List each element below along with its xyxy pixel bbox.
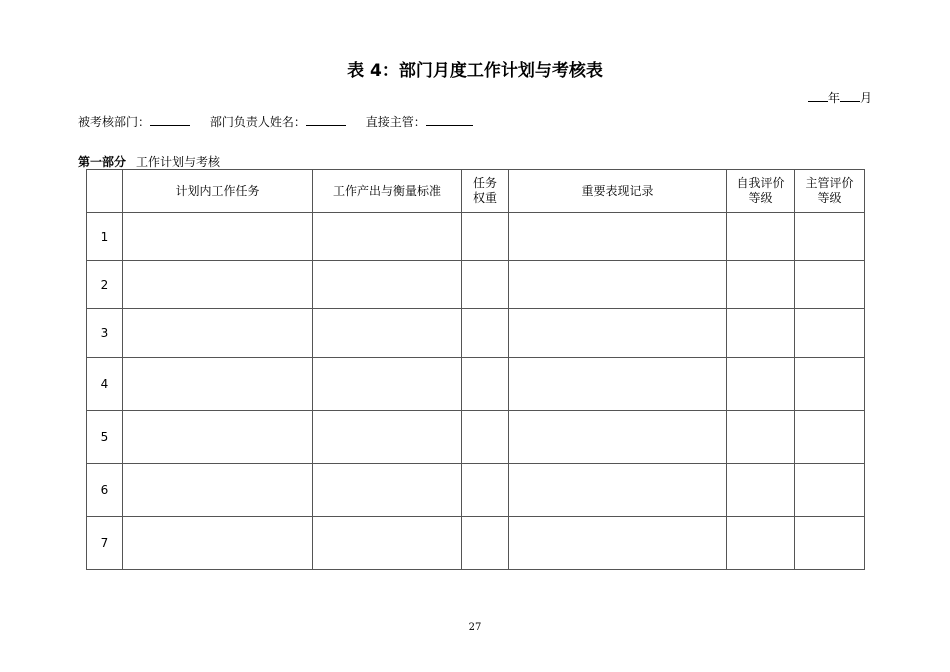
header-sup-line2: 等级: [817, 191, 842, 205]
table-row: [87, 517, 865, 570]
cell-record[interactable]: [509, 309, 727, 358]
cell-supervisor-rating[interactable]: [795, 517, 865, 570]
page-title: 表 4：部门月度工作计划与考核表: [347, 61, 603, 81]
cell-task[interactable]: [123, 261, 313, 309]
plan-table: [86, 169, 865, 570]
cell-weight[interactable]: [462, 261, 509, 309]
cell-task[interactable]: [123, 358, 313, 411]
cell-weight[interactable]: [462, 517, 509, 570]
table-header-row: [87, 170, 865, 213]
cell-output[interactable]: [313, 213, 462, 261]
row-number: 6: [87, 464, 123, 517]
cell-weight[interactable]: [462, 213, 509, 261]
header-self-line2: 等级: [748, 191, 773, 205]
manager-field: [210, 113, 346, 130]
header-blank: [87, 170, 123, 213]
cell-supervisor-rating[interactable]: [795, 309, 865, 358]
cell-output[interactable]: [313, 464, 462, 517]
header-fields: [78, 113, 489, 130]
header-record: 重要表现记录: [509, 170, 727, 213]
supervisor-label: 直接主管：: [365, 115, 426, 129]
row-number: 3: [87, 309, 123, 358]
cell-supervisor-rating[interactable]: [795, 213, 865, 261]
header-supervisor-rating: [795, 170, 865, 213]
table-row: [87, 358, 865, 411]
month-label: 月: [859, 91, 872, 105]
cell-self-rating[interactable]: [727, 517, 795, 570]
manager-blank[interactable]: [306, 113, 346, 126]
page-number: 27: [468, 622, 482, 633]
cell-weight[interactable]: [462, 411, 509, 464]
cell-output[interactable]: [313, 358, 462, 411]
section-name: 工作计划与考核: [136, 155, 221, 169]
cell-weight[interactable]: [462, 464, 509, 517]
dept-field: [78, 113, 190, 130]
row-number: 7: [87, 517, 123, 570]
cell-self-rating[interactable]: [727, 213, 795, 261]
cell-weight[interactable]: [462, 309, 509, 358]
section-part: 第一部分: [78, 155, 127, 169]
cell-task[interactable]: [123, 411, 313, 464]
cell-self-rating[interactable]: [727, 309, 795, 358]
supervisor-blank[interactable]: [426, 113, 473, 126]
cell-record[interactable]: [509, 411, 727, 464]
cell-self-rating[interactable]: [727, 261, 795, 309]
cell-record[interactable]: [509, 261, 727, 309]
supervisor-field: [366, 113, 473, 130]
header-task: 计划内工作任务: [123, 170, 313, 213]
year-blank[interactable]: [808, 90, 828, 102]
row-number: 4: [87, 358, 123, 411]
table-row: [87, 464, 865, 517]
section-heading: [78, 153, 220, 170]
cell-self-rating[interactable]: [727, 464, 795, 517]
header-weight-line1: 任务: [472, 176, 497, 190]
table-row: [87, 261, 865, 309]
header-weight: [462, 170, 509, 213]
cell-output[interactable]: [313, 411, 462, 464]
dept-label: 被考核部门：: [78, 115, 151, 129]
cell-supervisor-rating[interactable]: [795, 358, 865, 411]
table-row: [87, 309, 865, 358]
cell-record[interactable]: [509, 517, 727, 570]
header-self-line1: 自我评价: [736, 176, 785, 190]
cell-task[interactable]: [123, 464, 313, 517]
cell-supervisor-rating[interactable]: [795, 464, 865, 517]
cell-self-rating[interactable]: [727, 358, 795, 411]
date-line: [808, 89, 872, 106]
row-number: 2: [87, 261, 123, 309]
cell-supervisor-rating[interactable]: [795, 261, 865, 309]
manager-label: 部门负责人姓名：: [209, 115, 306, 129]
year-label: 年: [827, 91, 840, 105]
month-blank[interactable]: [840, 90, 860, 102]
row-number: 5: [87, 411, 123, 464]
cell-task[interactable]: [123, 517, 313, 570]
cell-record[interactable]: [509, 213, 727, 261]
header-sup-line1: 主管评价: [805, 176, 854, 190]
header-output: 工作产出与衡量标准: [313, 170, 462, 213]
cell-record[interactable]: [509, 464, 727, 517]
dept-blank[interactable]: [150, 113, 190, 126]
cell-output[interactable]: [313, 517, 462, 570]
cell-weight[interactable]: [462, 358, 509, 411]
row-number: 1: [87, 213, 123, 261]
cell-record[interactable]: [509, 358, 727, 411]
cell-supervisor-rating[interactable]: [795, 411, 865, 464]
header-weight-line2: 权重: [472, 191, 497, 205]
cell-self-rating[interactable]: [727, 411, 795, 464]
cell-output[interactable]: [313, 309, 462, 358]
table-row: [87, 411, 865, 464]
table-row: [87, 213, 865, 261]
header-self-rating: [727, 170, 795, 213]
cell-task[interactable]: [123, 213, 313, 261]
cell-output[interactable]: [313, 261, 462, 309]
cell-task[interactable]: [123, 309, 313, 358]
